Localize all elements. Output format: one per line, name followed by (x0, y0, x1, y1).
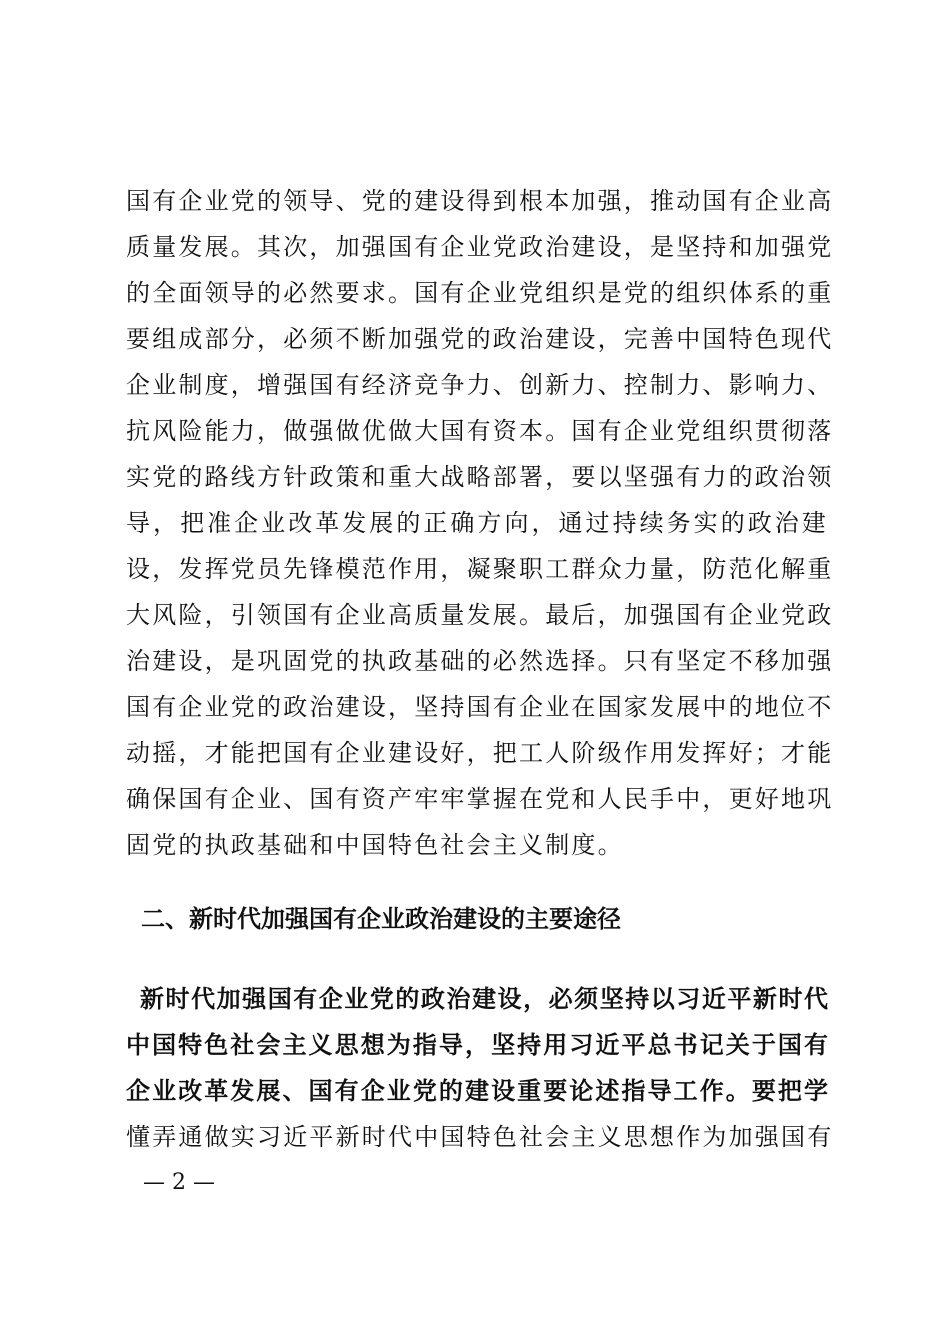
text-line: 抗风险能力，做强做优做大国有资本。国有企业党组织贯彻落 (126, 417, 834, 445)
text-line: 动摇，才能把国有企业建设好，把工人阶级作用发挥好；才能 (126, 739, 834, 767)
section-heading: 二、新时代加强国有企业政治建设的主要途径 (141, 905, 621, 933)
text-line: 导，把准企业改革发展的正确方向，通过持续务实的政治建 (126, 509, 828, 537)
text-line: 固党的执政基础和中国特色社会主义制度。 (126, 831, 624, 859)
text-line: 实党的路线方针政策和重大战略部署，要以坚强有力的政治领 (126, 463, 834, 491)
body-paragraph (126, 178, 834, 868)
text-line: 企业改革发展、国有企业党的建设重要论述指导工作。要把学 (126, 1077, 828, 1105)
body-paragraph-continued (126, 1114, 834, 1160)
page-number: — 2 — (143, 1170, 215, 1195)
text-line: 新时代加强国有企业党的政治建设，必须坚持以习近平新时代 (140, 985, 828, 1013)
bold-paragraph (126, 976, 828, 1114)
text-line: 治建设，是巩固党的执政基础的必然选择。只有坚定不移加强 (126, 647, 834, 675)
text-line: 中国特色社会主义思想为指导，坚持用习近平总书记关于国有 (126, 1031, 828, 1059)
text-line: 的全面领导的必然要求。国有企业党组织是党的组织体系的重 (126, 279, 834, 307)
text-line: 要组成部分，必须不断加强党的政治建设，完善中国特色现代 (126, 325, 834, 353)
text-line: 质量发展。其次，加强国有企业党政治建设，是坚持和加强党 (126, 233, 834, 261)
text-line: 国有企业党的政治建设，坚持国有企业在国家发展中的地位不 (126, 693, 834, 721)
text-line: 大风险，引领国有企业高质量发展。最后，加强国有企业党政 (126, 601, 834, 629)
text-line: 确保国有企业、国有资产牢牢掌握在党和人民手中，更好地巩 (126, 785, 834, 813)
text-line: 设，发挥党员先锋模范作用，凝聚职工群众力量，防范化解重 (126, 555, 834, 583)
text-line: 懂弄通做实习近平新时代中国特色社会主义思想作为加强国有 (126, 1123, 834, 1151)
text-line: 国有企业党的领导、党的建设得到根本加强，推动国有企业高 (126, 187, 834, 215)
text-line: 企业制度，增强国有经济竞争力、创新力、控制力、影响力、 (126, 371, 834, 399)
